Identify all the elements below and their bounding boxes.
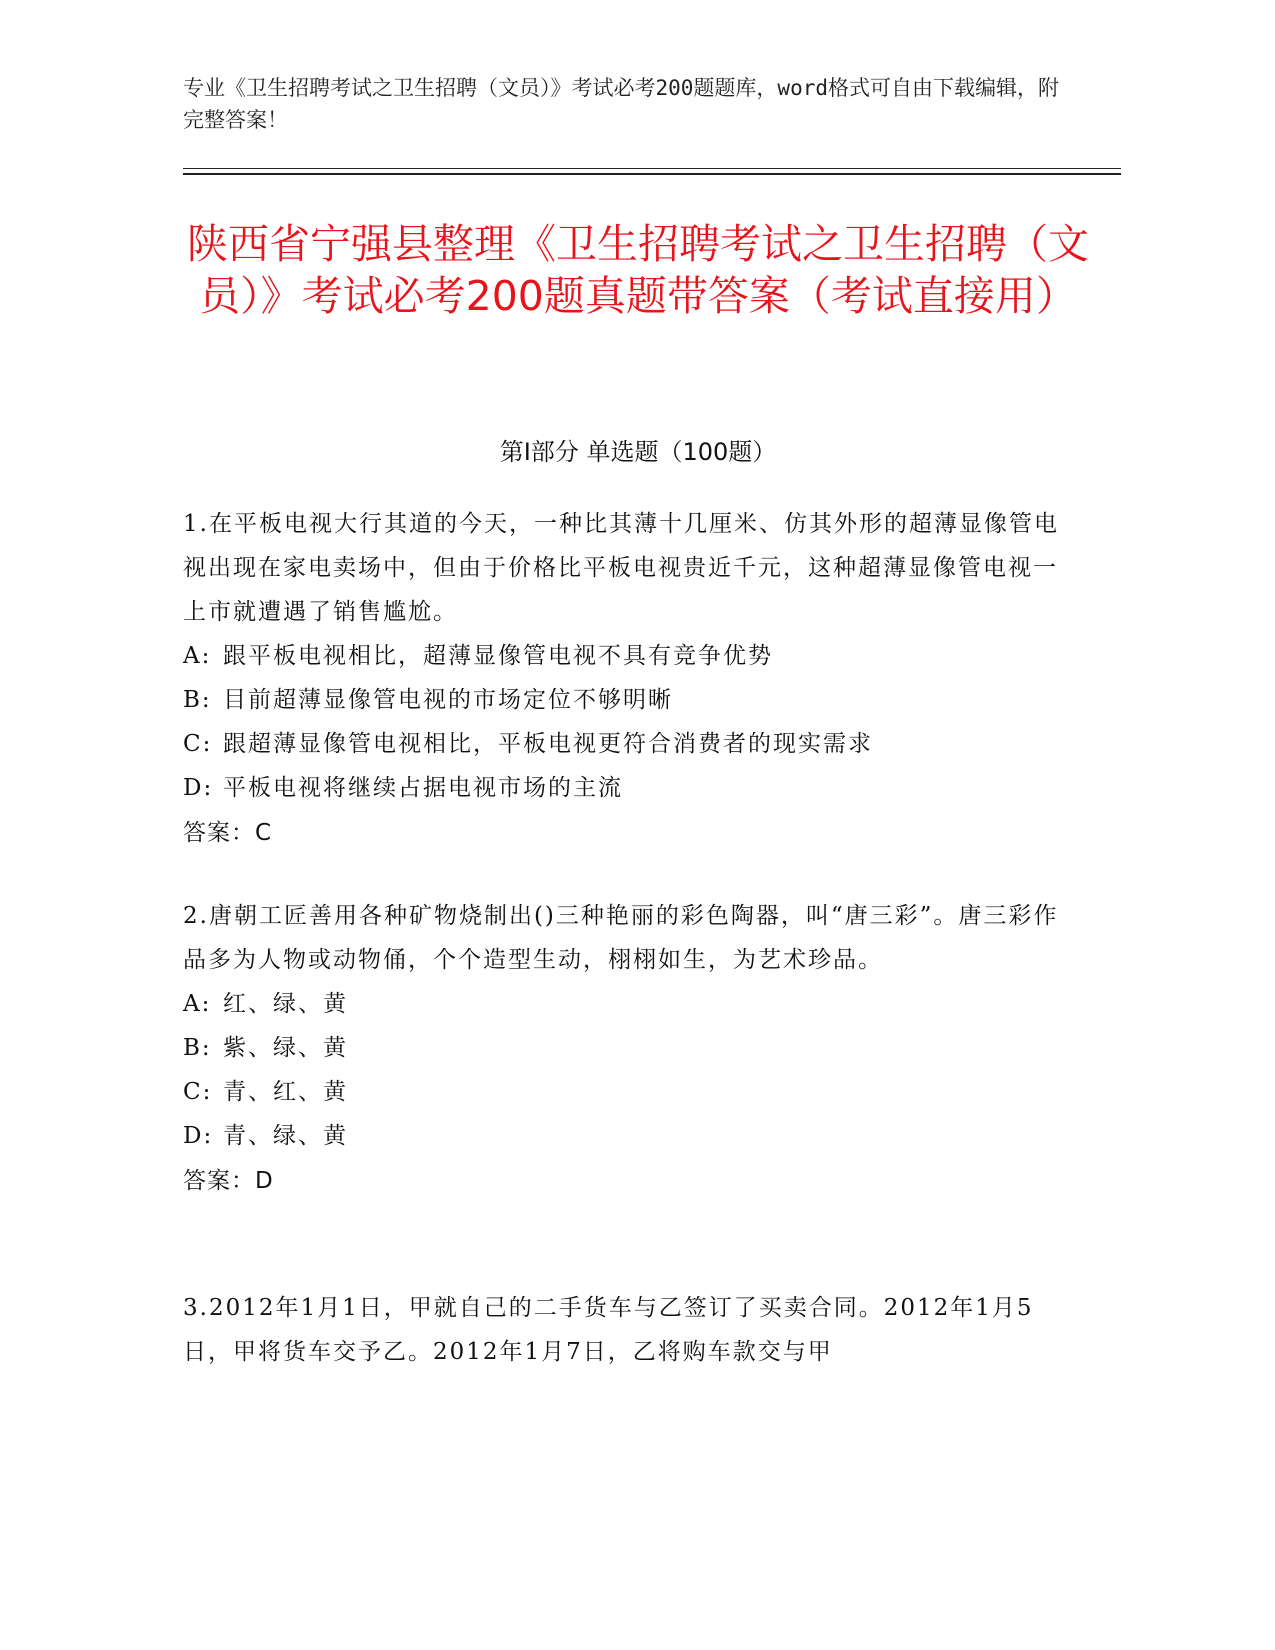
question-option-d (183, 1114, 1063, 1158)
option-key: A: (183, 991, 212, 1017)
question-option-a (183, 982, 1063, 1026)
option-key: C: (183, 731, 213, 757)
question-answer: 答案：D (183, 1168, 274, 1194)
header-note: 专业《卫生招聘考试之卫生招聘（文员）》考试必考200题题库，word格式可自由下载编辑，附完整答案！ (183, 76, 1059, 132)
option-key: A: (183, 643, 212, 669)
question-option-b (183, 1026, 1063, 1070)
question-option-c (183, 1070, 1063, 1114)
question-1 (183, 502, 1063, 856)
header-divider-thin (183, 168, 1121, 169)
option-text: 青、红、黄 (223, 1079, 348, 1105)
option-key: B: (183, 687, 212, 713)
option-key: B: (183, 1035, 212, 1061)
section-heading: 第I部分 单选题（100题） (499, 438, 777, 466)
question-stem: 2.唐朝工匠善用各种矿物烧制出()三种艳丽的彩色陶器，叫“唐三彩”。唐三彩作品多为人物或动物俑，个个造型生动，栩栩如生，为艺术珍品。 (183, 903, 1059, 973)
question-3 (183, 1286, 1063, 1374)
header-divider-thick (183, 173, 1121, 175)
option-key: C: (183, 1079, 213, 1105)
option-key: D: (183, 1123, 214, 1149)
option-text: 红、绿、黄 (223, 991, 348, 1017)
question-2 (183, 894, 1063, 1204)
option-key: D: (183, 775, 214, 801)
option-text: 跟平板电视相比，超薄显像管电视不具有竞争优势 (223, 643, 773, 669)
question-stem: 1.在平板电视大行其道的今天，一种比其薄十几厘米、仿其外形的超薄显像管电视出现在家电卖场中，但由于价格比平板电视贵近千元，这种超薄显像管电视一上市就遭遇了销售尴尬。 (183, 511, 1059, 625)
question-option-a (183, 634, 1063, 678)
question-stem: 3.2012年1月1日，甲就自己的二手货车与乙签订了买卖合同。2012年1月5日，甲将货车交予乙。2012年1月7日，乙将购车款交与甲 (183, 1295, 1034, 1365)
document-title: 陕西省宁强县整理《卫生招聘考试之卫生招聘（文员）》考试必考200题真题带答案（考试直接用） (187, 220, 1089, 320)
option-text: 紫、绿、黄 (223, 1035, 348, 1061)
question-option-c (183, 722, 1063, 766)
option-text: 跟超薄显像管电视相比，平板电视更符合消费者的现实需求 (223, 731, 873, 757)
question-option-b (183, 678, 1063, 722)
question-answer: 答案：C (183, 820, 273, 846)
option-text: 青、绿、黄 (223, 1123, 348, 1149)
question-option-d (183, 766, 1063, 810)
option-text: 目前超薄显像管电视的市场定位不够明晰 (223, 687, 673, 713)
option-text: 平板电视将继续占据电视市场的主流 (223, 775, 623, 801)
